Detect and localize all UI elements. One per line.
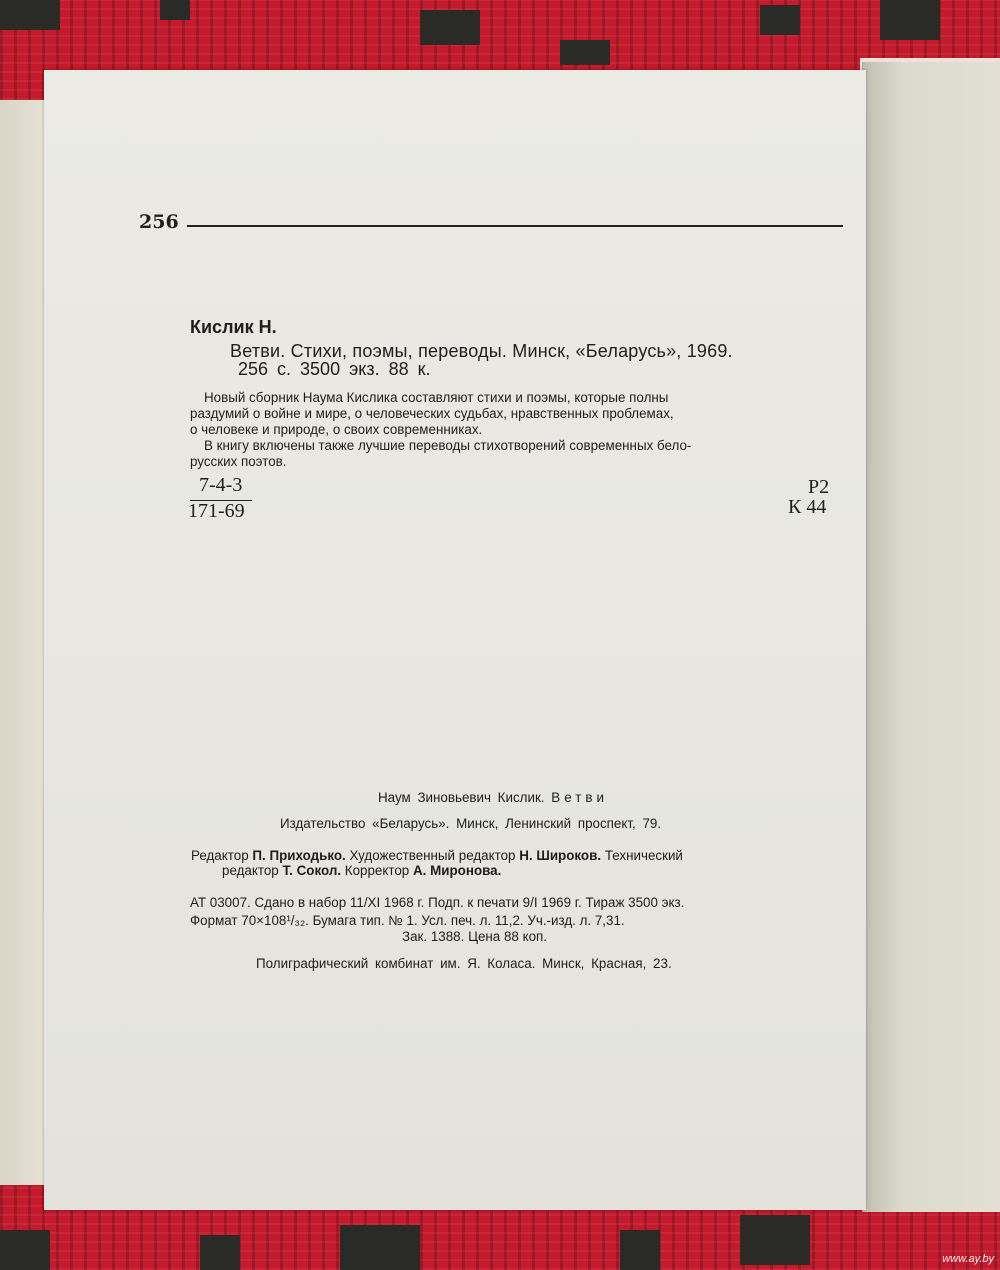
annotation-line: В книгу включены также лучшие переводы стихотворений современных бело- — [204, 438, 692, 453]
book-details-line: 256 с. 3500 экз. 88 к. — [238, 359, 431, 379]
imprint-print-line1: АТ 03007. Сдано в набор 11/XI 1968 г. Подп. к печати 9/I 1969 г. Тираж 3500 экз. — [190, 895, 685, 910]
annotation — [190, 390, 864, 470]
editor-label: Редактор — [191, 848, 249, 863]
tech-label: Технический — [604, 848, 683, 863]
library-index-1: Р2 — [808, 476, 830, 498]
editor-name: П. Приходько. — [252, 848, 346, 863]
tech-editor-label: редактор — [222, 863, 279, 878]
tech-editor-name: Т. Сокол. — [282, 863, 342, 878]
classification-fraction-bottom: 171-69 — [188, 500, 245, 522]
corrector-name: А. Миронова. — [413, 863, 502, 878]
book-author: Кислик Н. — [190, 317, 277, 337]
imprint-print-line2: Формат 70×108¹/₃₂. Бумага тип. № 1. Усл. печ. л. 11,2. Уч.-изд. л. 7,31. — [190, 913, 625, 928]
imprint-author-title — [378, 790, 608, 805]
annotation-line: Новый сборник Наума Кислика составляют стихи и поэмы, которые полны — [204, 390, 669, 405]
annotation-line: о человеке и природе, о своих современниках. — [190, 422, 483, 437]
left-page-edge — [0, 100, 46, 1185]
site-watermark: www.ay.by — [942, 1253, 994, 1265]
corrector-label: Корректор — [344, 863, 410, 878]
imprint-credits-line2 — [222, 863, 501, 878]
imprint-title: Ветви — [551, 790, 608, 805]
book-page — [44, 70, 866, 1210]
imprint-author: Наум Зиновьевич Кислик. — [378, 790, 545, 805]
header-rule — [187, 225, 843, 227]
imprint-printer: Полиграфический комбинат им. Я. Коласа. Минск, Красная, 23. — [256, 956, 672, 971]
annotation-line: русских поэтов. — [190, 454, 287, 469]
classification-fraction-top: 7-4-3 — [199, 474, 243, 496]
imprint-publisher: Издательство «Беларусь». Минск, Ленинский проспект, 79. — [280, 816, 662, 831]
library-index-2: К 44 — [788, 496, 827, 518]
art-editor-label: Художественный редактор — [349, 848, 516, 863]
imprint-credits-line1 — [191, 848, 683, 863]
book-title-line: Ветви. Стихи, поэмы, переводы. Минск, «Беларусь», 1969. — [230, 341, 733, 361]
art-editor-name: Н. Широков. — [519, 848, 602, 863]
imprint-print-line3: Зак. 1388. Цена 88 коп. — [402, 929, 548, 944]
page-number: 256 — [139, 211, 179, 233]
annotation-line: раздумий о войне и мире, о человеческих судьбах, нравственных проблемах, — [190, 406, 674, 421]
right-page-edge — [862, 62, 1000, 1212]
